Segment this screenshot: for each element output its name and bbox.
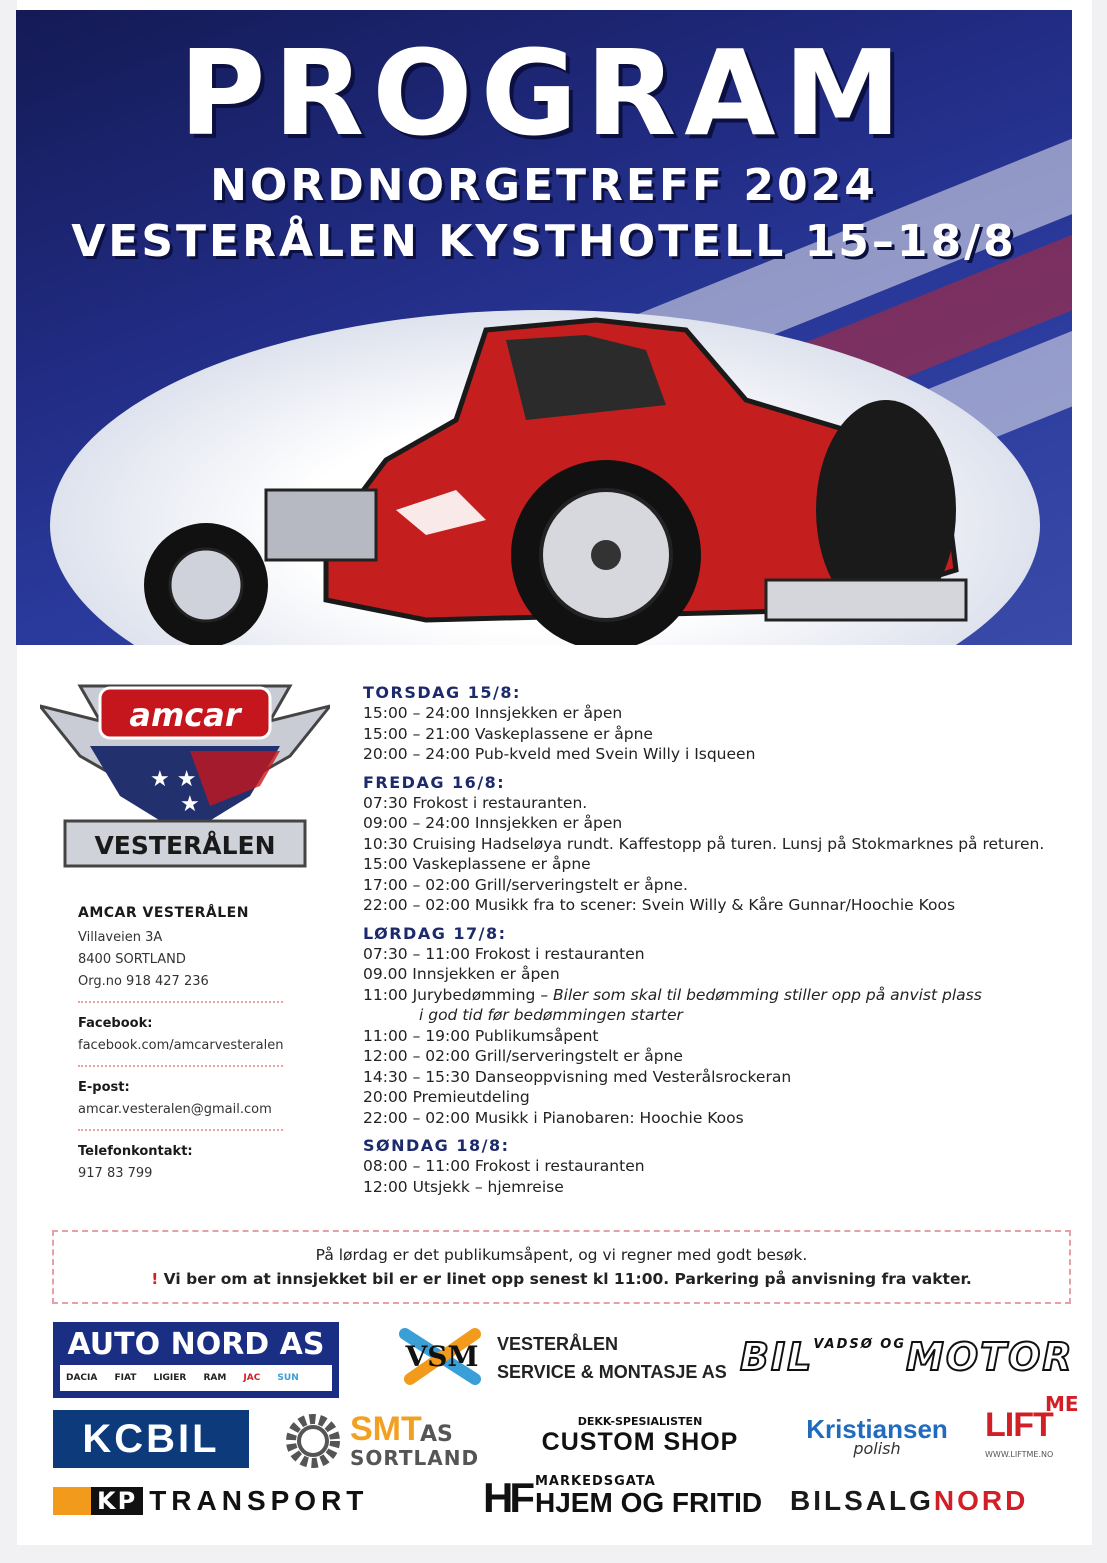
smt-as: AS [420, 1422, 453, 1447]
liftme-lift: LIFT [985, 1406, 1053, 1444]
brand-fiat: FIAT [114, 1373, 137, 1383]
schedule-item: 15:00 – 24:00 Innsjekken er åpen [363, 704, 623, 722]
divider [78, 1065, 283, 1067]
schedule-item-note: – Biler som skal til bedømming stiller opp på anvist plass [535, 985, 982, 1004]
logo-bottom-text: VESTERÅLEN [94, 831, 276, 860]
vsm-logo-text: VSM [405, 1340, 479, 1373]
vsm-wrench-logo [395, 1324, 490, 1389]
sponsor-auto-nord-name: AUTO NORD AS [67, 1327, 325, 1362]
phone-label: Telefonkontakt: [78, 1144, 193, 1159]
hero-banner [16, 10, 1072, 645]
schedule-item: 22:00 – 02:00 Musikk fra to scener: Svein Willy & Kåre Gunnar/Hoochie Koos [363, 896, 956, 914]
schedule-item-note-continued: i god tid før bedømmingen starter [419, 1006, 683, 1024]
facebook-link[interactable]: facebook.com/amcarvesteralen [78, 1038, 284, 1053]
day-heading-thursday: TORSDAG 15/8: [363, 683, 521, 702]
schedule-item: 07:30 – 11:00 Frokost i restauranten [363, 944, 645, 963]
sponsor-bilsalg-nord [790, 1485, 1080, 1519]
address-street: Villaveien 3A [78, 930, 163, 945]
schedule-item [363, 985, 1083, 1006]
contact-info [78, 905, 288, 1185]
kp-chevron-icon [53, 1487, 91, 1515]
smt-name: SMT [350, 1410, 422, 1448]
facebook-label: Facebook: [78, 1016, 153, 1031]
liftme-me: ME [1045, 1392, 1079, 1416]
schedule-item: 12:00 – 02:00 Grill/serveringstelt er åpne [363, 1047, 683, 1065]
vsm-line-2: SERVICE & MONTASJE AS [497, 1362, 727, 1382]
schedule-item: 14:30 – 15:30 Danseoppvisning med Vesterålsrockeran [363, 1067, 792, 1086]
brand-ligier: LIGIER [153, 1373, 187, 1383]
custom-shop-name: CUSTOM SHOP [541, 1428, 739, 1456]
schedule-item: 20:00 – 24:00 Pub-kveld med Svein Willy i Isqueen [363, 745, 756, 763]
smt-place: SORTLAND [350, 1446, 480, 1470]
notice-line-2 [54, 1267, 1069, 1291]
address-postal: 8400 SORTLAND [78, 952, 186, 967]
bilmotor-small: VADSØ OG [813, 1337, 907, 1352]
amcar-vesteralen-logo [40, 676, 330, 876]
email-label: E-post: [78, 1080, 130, 1095]
schedule-item: 10:30 Cruising Hadseløya rundt. Kaffestopp på turen. Lunsj på Stokmarknes på returen. [363, 834, 1045, 853]
nord-text: NORD [933, 1485, 1029, 1516]
event-venue-dates: VESTERÅLEN KYSTHOTELL 15–18/8 [71, 216, 1017, 267]
gear-icon [282, 1410, 344, 1472]
sponsor-smt [282, 1410, 482, 1472]
program-title: PROGRAM [178, 24, 910, 162]
sponsor-kristiansen [797, 1400, 957, 1470]
divider [78, 1001, 283, 1003]
svg-text:★ ★: ★ ★ [150, 767, 197, 792]
bilsalg-text: BILSALG [790, 1485, 934, 1516]
kp-transport-text: TRANSPORT [149, 1485, 369, 1516]
schedule-item: 07:30 Frokost i restauranten. [363, 793, 588, 812]
notice-line-1: På lørdag er det publikumsåpent, og vi regner med godt besøk. [315, 1246, 808, 1264]
logo-top-text: amcar [129, 696, 241, 734]
notice-box [52, 1230, 1071, 1304]
hf-top: MARKEDSGATA [535, 1474, 656, 1489]
phone-number: 917 83 799 [78, 1166, 153, 1181]
schedule-item-time: 11:00 Jurybedømming [363, 985, 536, 1004]
sponsor-kcbil: KCBIL [53, 1410, 249, 1468]
svg-text:★: ★ [180, 792, 200, 817]
day-heading-sunday: SØNDAG 18/8: [363, 1136, 510, 1155]
sponsor-auto-nord [53, 1322, 339, 1398]
club-name: AMCAR VESTERÅLEN [78, 905, 249, 921]
liftme-web: WWW.LIFTME.NO [985, 1450, 1054, 1459]
vsm-line-1: VESTERÅLEN [497, 1334, 619, 1354]
vsm-name [497, 1330, 727, 1386]
schedule-item: 09:00 – 24:00 Innsjekken er åpen [363, 814, 623, 832]
day-heading-saturday: LØRDAG 17/8: [363, 923, 507, 943]
schedule-item: 15:00 – 21:00 Vaskeplassene er åpne [363, 724, 653, 743]
day-heading-friday: FREDAG 16/8: [363, 772, 506, 792]
brand-jac: JAC [243, 1373, 261, 1383]
kristiansen-name: Kristiansen [806, 1414, 948, 1444]
schedule-item: 22:00 – 02:00 Musikk i Pianobaren: Hoochie Koos [363, 1108, 744, 1127]
divider [78, 1129, 283, 1131]
schedule-item: 09.00 Innsjekken er åpen [363, 965, 560, 983]
notice-line-2-text: Vi ber om at innsjekket bil er er linet opp senest kl 11:00. Parkering på anvisning fra vakter. [158, 1270, 972, 1288]
warning-icon: ! [151, 1270, 159, 1288]
sponsor-custom-shop [505, 1415, 775, 1465]
sponsor-liftme [985, 1392, 1080, 1467]
kristiansen-sub: polish [853, 1439, 901, 1458]
bilmotor-motor: MOTOR [906, 1335, 1074, 1379]
event-name: NORDNORGETREFF 2024 [210, 160, 878, 211]
email-link[interactable]: amcar.vesteralen@gmail.com [78, 1102, 272, 1117]
schedule-item: 11:00 – 19:00 Publikumsåpent [363, 1026, 599, 1045]
program-schedule [363, 683, 1083, 1197]
kp-mark: KP [91, 1487, 143, 1515]
sponsor-kp-transport [53, 1485, 443, 1517]
schedule-item: 15:00 Vaskeplassene er åpne [363, 855, 591, 873]
hot-rod-car-illustration [126, 310, 986, 645]
schedule-item: 17:00 – 02:00 Grill/serveringstelt er åpne. [363, 875, 688, 894]
brand-dacia: DACIA [66, 1373, 98, 1383]
hf-mark: HF [483, 1474, 531, 1521]
custom-shop-tagline: DEKK-SPESIALISTEN [577, 1415, 703, 1428]
sponsor-brand-row [60, 1365, 332, 1391]
org-number: Org.no 918 427 236 [78, 974, 209, 989]
bilmotor-bil: BIL [740, 1335, 814, 1379]
schedule-item: 20:00 Premieutdeling [363, 1088, 530, 1106]
brand-sun: SUN [277, 1373, 299, 1383]
hf-main: HJEM OG FRITID [535, 1487, 763, 1518]
schedule-item: 12:00 Utsjekk – hjemreise [363, 1177, 564, 1196]
sponsor-hjem-og-fritid [483, 1470, 763, 1520]
sponsor-bil-og-motor [740, 1335, 1074, 1385]
schedule-item: 08:00 – 11:00 Frokost i restauranten [363, 1157, 645, 1175]
brand-ram: RAM [203, 1373, 227, 1383]
